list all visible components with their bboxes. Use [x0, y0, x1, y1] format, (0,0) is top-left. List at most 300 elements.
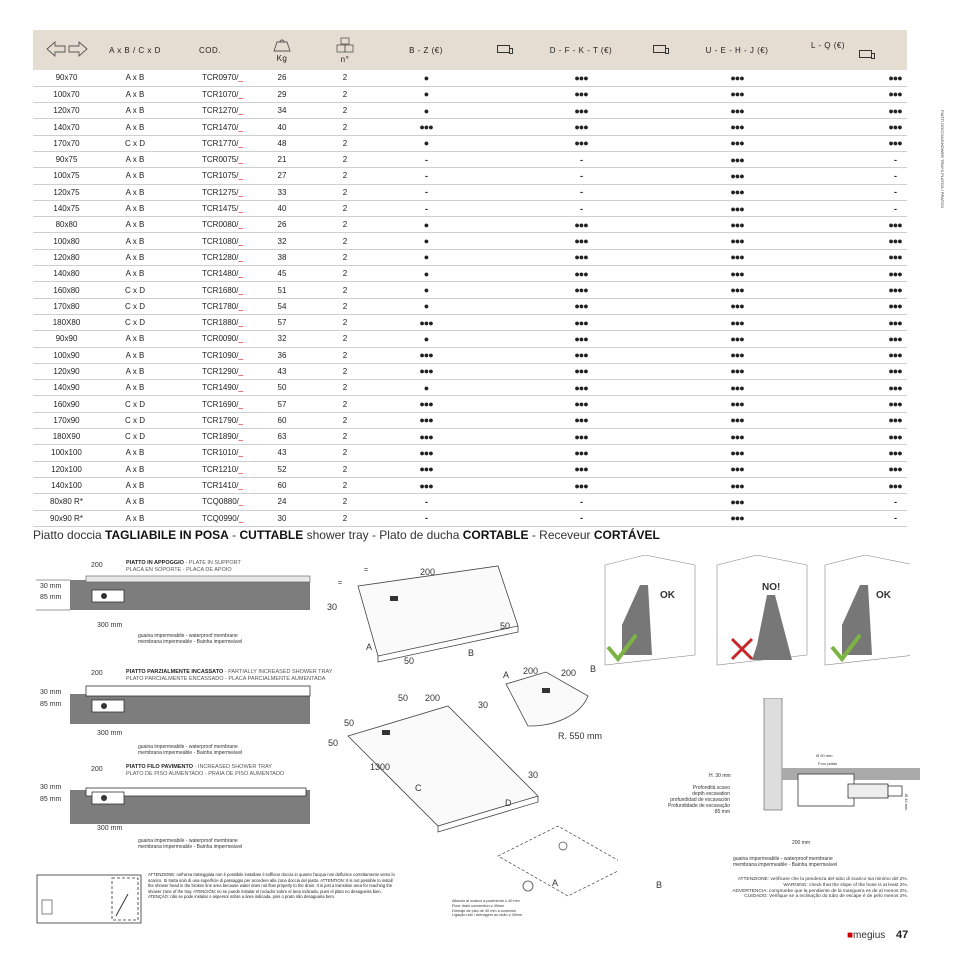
row-bz: ● — [423, 268, 429, 279]
table-row — [33, 298, 907, 314]
drawing-C: C — [415, 783, 422, 793]
detail-foro: Foro piatto — [818, 761, 838, 766]
spacer-cell — [476, 461, 531, 477]
spacer-cell — [476, 331, 531, 347]
row-kg: 24 — [277, 497, 287, 507]
row-dfkt: ●●● — [574, 301, 588, 312]
row-lq: ●●● — [888, 447, 902, 458]
shower-position-illustrations — [600, 555, 910, 670]
header-dfkt: D - F - K - T (€) — [549, 45, 613, 55]
row-n: 2 — [342, 204, 348, 214]
row-dims: C x D — [125, 399, 145, 409]
row-dfkt: ●●● — [574, 399, 588, 410]
row-code: TCR1410/_ — [202, 481, 243, 491]
table-row — [33, 266, 907, 282]
row-lq: ●●● — [888, 350, 902, 361]
table-row — [33, 510, 907, 526]
membrane-label-1: guaina impermeabile - waterproof membrane membrana impermeable - Bainha impermeável — [138, 633, 243, 645]
spacer-cell — [476, 298, 531, 314]
detail-h30: H. 30 mm — [709, 773, 731, 779]
row-dims: A x B — [125, 334, 145, 344]
install-1-caption: PIATTO IN APPOGGIO - PLATE IN SUPPORT PLACA EN SOPORTE - PLACA DE APOIO — [126, 560, 241, 573]
row-code: TCR0970/_ — [202, 73, 243, 83]
row-lq: ●●● — [888, 122, 902, 133]
drawing-eq-2: = — [364, 567, 369, 574]
row-uehj: ●●● — [730, 496, 744, 507]
spacer-cell — [631, 103, 687, 119]
drawing-B-1: B — [468, 648, 475, 658]
drawing-50-d: 50 — [344, 718, 355, 728]
spacer-cell — [631, 298, 687, 314]
row-n: 2 — [342, 383, 348, 393]
spacer-cell — [631, 477, 687, 493]
row-lq: ●●● — [888, 268, 902, 279]
row-kg: 48 — [277, 138, 287, 148]
spacer-cell — [631, 445, 687, 461]
row-dfkt: ●●● — [574, 236, 588, 247]
row-kg: 34 — [277, 106, 287, 116]
drawing-eq-1: = — [338, 580, 343, 587]
row-uehj: ●●● — [730, 415, 744, 426]
row-lq: ●●● — [888, 333, 902, 344]
spacer-cell — [476, 103, 531, 119]
row-code: TCQ0880/_ — [202, 497, 244, 507]
spacer-cell — [476, 168, 531, 184]
spacer-cell — [631, 494, 687, 510]
table-row — [33, 151, 907, 167]
row-uehj: ●●● — [730, 447, 744, 458]
dim-300-b: 300 mm — [97, 730, 123, 737]
spacer-cell — [476, 396, 531, 412]
row-bz: ● — [423, 138, 429, 149]
row-kg: 26 — [277, 73, 287, 83]
spacer-cell — [476, 135, 531, 151]
row-lq: - — [894, 203, 896, 214]
price-table-wrap — [33, 30, 907, 527]
row-dfkt: ●●● — [574, 252, 588, 263]
row-lq: ●●● — [888, 399, 902, 410]
row-kg: 40 — [277, 204, 287, 214]
drawing-200-c: 200 — [561, 668, 577, 678]
table-row — [33, 331, 907, 347]
row-size: 100x100 — [51, 448, 82, 458]
row-bz: ●●● — [419, 350, 433, 361]
row-code: TCR0075/_ — [202, 155, 243, 165]
ok-label-2: OK — [876, 590, 891, 601]
row-size: 90x90 — [55, 334, 78, 344]
row-kg: 43 — [277, 448, 287, 458]
row-uehj: ●●● — [730, 252, 744, 263]
row-n: 2 — [342, 448, 348, 458]
row-n: 2 — [342, 464, 348, 474]
table-row — [33, 217, 907, 233]
row-kg: 40 — [277, 122, 287, 132]
row-dfkt: ●●● — [574, 219, 588, 230]
section-title: Piatto doccia TAGLIABILE IN POSA - CUTTABLE shower tray - Plato de ducha CORTABLE - Receveur CORTÁVEL — [33, 528, 660, 542]
row-uehj: ●●● — [730, 72, 744, 83]
header-dims: A x B / C x D — [109, 45, 161, 55]
truck-icon — [631, 30, 687, 70]
table-row — [33, 477, 907, 493]
spacer-cell — [476, 510, 531, 526]
row-kg: 32 — [277, 334, 287, 344]
illustration-no — [717, 555, 807, 665]
row-kg: 30 — [277, 513, 287, 523]
row-dfkt: ●●● — [574, 464, 588, 475]
drawing-200-d: 200 — [425, 693, 441, 703]
row-uehj: ●●● — [730, 203, 744, 214]
header-lq: L - Q (€) — [811, 40, 845, 50]
row-lq: ●●● — [888, 382, 902, 393]
weight-icon — [273, 38, 291, 52]
row-n: 2 — [342, 399, 348, 409]
dim-200-a: 200 — [91, 562, 103, 569]
spacer-cell — [631, 510, 687, 526]
row-kg: 26 — [277, 220, 287, 230]
spacer-cell — [631, 314, 687, 330]
row-bz: - — [425, 187, 427, 198]
spacer-cell — [476, 86, 531, 102]
spacer-cell — [631, 380, 687, 396]
tray-drawings — [318, 556, 618, 936]
table-row — [33, 103, 907, 119]
table-row — [33, 445, 907, 461]
row-lq: ●●● — [888, 105, 902, 116]
row-bz: ● — [423, 285, 429, 295]
row-size: 160x90 — [53, 399, 80, 409]
table-row — [33, 363, 907, 379]
spacer-cell — [476, 266, 531, 282]
row-bz: ● — [423, 333, 429, 344]
price-table — [33, 30, 907, 527]
spacer-cell — [631, 249, 687, 265]
row-code: TCR1680/_ — [202, 285, 243, 295]
header-count — [314, 30, 376, 70]
row-size: 180X80 — [52, 318, 81, 328]
table-row — [33, 200, 907, 216]
table-row — [33, 314, 907, 330]
row-kg: 45 — [277, 269, 287, 279]
row-code: TCR1890/_ — [202, 432, 243, 442]
dim-300-a: 300 mm — [97, 622, 123, 629]
header-uehj: U - E - H - J (€) — [705, 45, 769, 55]
spacer-cell — [476, 477, 531, 493]
row-dfkt: - — [580, 154, 582, 165]
row-kg: 50 — [277, 383, 287, 393]
row-uehj: ●●● — [730, 317, 744, 328]
spacer-cell — [476, 217, 531, 233]
spacer-cell — [476, 184, 531, 200]
row-dims: A x B — [125, 220, 145, 230]
row-size: 120x80 — [53, 252, 80, 262]
row-kg: 36 — [277, 350, 287, 360]
row-lq: ●●● — [888, 89, 902, 100]
detail-depth: Profondità scavo depth excavation profundidad de excavación Profundidade de escavação 85 mm — [668, 785, 730, 815]
spacer-cell — [476, 494, 531, 510]
spacer-cell — [631, 86, 687, 102]
row-kg: 60 — [277, 415, 287, 425]
install-3-caption: PIATTO FILO PAVIMENTO - INCREASED SHOWER TRAY PLATO DE PISO AUMENTADO - PRAIA DE PISO AUMENTADO — [126, 764, 285, 777]
row-size: 120x100 — [51, 464, 82, 474]
row-code: TCR1280/_ — [202, 252, 243, 262]
row-dims: A x B — [125, 204, 145, 214]
row-kg: 38 — [277, 252, 287, 262]
spacer-cell — [631, 461, 687, 477]
row-n: 2 — [342, 73, 348, 83]
drawing-30-a: 30 — [327, 602, 338, 612]
row-n: 2 — [342, 432, 348, 442]
header-n: n° — [340, 54, 350, 64]
detail-d90: Ø 90 mm — [816, 753, 833, 758]
row-bz: ● — [423, 219, 429, 230]
row-lq: ●●● — [888, 464, 902, 475]
row-n: 2 — [342, 122, 348, 132]
row-n: 2 — [342, 89, 348, 99]
row-uehj: ●●● — [730, 399, 744, 410]
row-dims: A x B — [125, 89, 145, 99]
spacer-cell — [631, 135, 687, 151]
spacer-cell — [631, 70, 687, 86]
row-lq: - — [894, 187, 896, 198]
table-row — [33, 233, 907, 249]
warning-text: ATTENZIONE: nell'area tratteggiata non è possibile installare il soffione doccia in quanto l'acqua non defluisce correttamente verso lo scarico. Si tratta solo di una superficie di passaggio per accedere alla zona doccia del piatto. ATTENTION: It is not possible to install the shower head in the broken line area because water does not flow properly to the drain. It is just a transition area for reaching the shower zone of the tray. ATENCIÓN: no se puede instalar el rociador sobre el área indicada, pues el plato no desagueira bien. ATENÇÃO: não se pode instalar o aspersor sobre a área indicada, pois o prato não desaguaria bem. — [148, 872, 395, 900]
row-code: TCR1090/_ — [202, 350, 243, 360]
no-label: NO! — [762, 582, 781, 593]
row-code: TCR1210/_ — [202, 464, 243, 474]
header-bz: B - Z (€) — [409, 45, 443, 55]
row-n: 2 — [342, 318, 348, 328]
row-dims: C x D — [125, 138, 145, 148]
row-size: 100x90 — [53, 350, 80, 360]
row-bz: - — [425, 513, 427, 524]
scarico-note: Allaccio al scarico a pavimento ≥ 40 mm Floor drain connection ≥ 40mm Drenaje de piso de 40 mm a conexión Ligação ralo / drenagem ao chão ≥ 40mm — [452, 899, 523, 918]
row-kg: 29 — [277, 89, 287, 99]
row-bz: ●●● — [419, 431, 433, 442]
row-code: TCR1075/_ — [202, 171, 243, 181]
spacer-cell — [631, 233, 687, 249]
row-uehj: ●●● — [730, 170, 744, 181]
spacer-cell — [631, 217, 687, 233]
row-dims: A x B — [125, 171, 145, 181]
row-size: 160x80 — [53, 285, 80, 295]
row-size: 80x80 — [55, 220, 78, 230]
table-row — [33, 282, 907, 298]
row-dfkt: ●●● — [574, 317, 588, 328]
row-kg: 32 — [277, 236, 287, 246]
page-number: 47 — [896, 929, 909, 941]
row-code: TCQ0990/_ — [202, 513, 244, 523]
drawing-B-2: B — [590, 664, 597, 674]
truck-icon — [476, 30, 531, 70]
arrows-icon — [33, 30, 100, 70]
install-2-caption: PIATTO PARZIALMENTE INCASSATO - PARTIALLY INCREASED SHOWER TRAY PLATO PARCIALMENTE ENCASSADO - PLACA PARCIALMENTE AUMENTADA — [126, 669, 333, 682]
spacer-cell — [631, 331, 687, 347]
spacer-cell — [631, 282, 687, 298]
row-dims: A x B — [125, 448, 145, 458]
row-n: 2 — [342, 301, 348, 311]
row-uehj: ●●● — [730, 122, 744, 133]
drawing-D: D — [505, 798, 512, 808]
row-lq: ●●● — [888, 431, 902, 442]
row-dims: C x D — [125, 318, 145, 328]
row-bz: ●●● — [419, 464, 433, 475]
row-kg: 21 — [277, 155, 287, 165]
spacer-cell — [476, 151, 531, 167]
row-size: 170x90 — [53, 415, 80, 425]
dim-85-a: 85 mm — [40, 594, 62, 601]
spacer-cell — [476, 70, 531, 86]
row-bz: ●●● — [419, 317, 433, 328]
row-uehj: ●●● — [730, 89, 744, 100]
row-size: 140x80 — [53, 269, 80, 279]
row-size: 90x70 — [55, 73, 78, 83]
row-uehj: ●●● — [730, 350, 744, 361]
row-uehj: ●●● — [730, 333, 744, 344]
row-kg: 52 — [277, 464, 287, 474]
boxes-icon — [336, 37, 354, 53]
row-n: 2 — [342, 220, 348, 230]
row-dims: A x B — [125, 187, 145, 197]
table-row — [33, 396, 907, 412]
row-uehj: ●●● — [730, 464, 744, 475]
table-row — [33, 70, 907, 86]
drawing-50-a: 50 — [500, 621, 511, 631]
row-uehj: ●●● — [730, 154, 744, 165]
row-code: TCR1490/_ — [202, 383, 243, 393]
install-diagram-2 — [70, 686, 310, 724]
table-row — [33, 429, 907, 445]
row-n: 2 — [342, 513, 348, 523]
rect-tray-drawing — [358, 566, 518, 662]
row-lq: ●●● — [888, 415, 902, 426]
membrane-label-2: guaina impermeabile - waterproof membrane membrana impermeable - Bainha impermeável — [138, 744, 243, 756]
row-bz: - — [425, 203, 427, 214]
spacer-cell — [476, 200, 531, 216]
row-size: 140x70 — [53, 122, 80, 132]
spacer-cell — [476, 249, 531, 265]
table-row — [33, 380, 907, 396]
row-kg: 60 — [277, 481, 287, 491]
row-dfkt: ●●● — [574, 350, 588, 361]
row-kg: 33 — [277, 187, 287, 197]
spacer-cell — [631, 151, 687, 167]
row-uehj: ●●● — [730, 236, 744, 247]
row-dims: A x B — [125, 366, 145, 376]
drawing-30-c: 30 — [528, 770, 539, 780]
header-code: COD. — [199, 45, 221, 55]
row-dims: C x D — [125, 301, 145, 311]
row-code: TCR1010/_ — [202, 448, 243, 458]
row-bz: ● — [423, 382, 429, 393]
row-uehj: ●●● — [730, 138, 744, 149]
row-bz: ● — [423, 105, 429, 116]
row-kg: 54 — [277, 301, 287, 311]
row-dims: C x D — [125, 415, 145, 425]
row-dims: A x B — [125, 383, 145, 393]
row-uehj: ●●● — [730, 268, 744, 279]
drawing-50-c: 50 — [398, 693, 409, 703]
table-row — [33, 461, 907, 477]
row-dfkt: ●●● — [574, 122, 588, 133]
row-dfkt: ●●● — [574, 415, 588, 426]
spacer-cell — [631, 266, 687, 282]
header-weight — [250, 30, 314, 70]
detail-attention: ATTENZIONE: verificare che la pendenza del tubo di scarico sia minimo del 2%. WARNING: check that the slope of the hose is at least 2%. ADVERTENCIA: compruebe que la pendiente de la manguera es de al menos 2%. CUIDADO: Verifique se a inclinação do tubo de escape é de pelo menos 2%. — [732, 877, 908, 900]
row-uehj: ●●● — [730, 382, 744, 393]
dim-200-c: 200 — [91, 766, 103, 773]
row-dfkt: - — [580, 513, 582, 524]
drawing-50-e: 50 — [328, 738, 339, 748]
row-lq: - — [894, 496, 896, 507]
spacer-cell — [631, 363, 687, 379]
row-n: 2 — [342, 497, 348, 507]
row-n: 2 — [342, 155, 348, 165]
row-n: 2 — [342, 334, 348, 344]
spacer-cell — [631, 200, 687, 216]
radius-label: R. 550 mm — [558, 731, 603, 741]
spacer-cell — [476, 314, 531, 330]
row-n: 2 — [342, 481, 348, 491]
row-kg: 57 — [277, 399, 287, 409]
row-dfkt: ●●● — [574, 285, 588, 295]
quarter-tray-drawing — [506, 672, 588, 726]
row-n: 2 — [342, 187, 348, 197]
row-bz: ●●● — [419, 399, 433, 410]
row-lq: ●●● — [888, 236, 902, 247]
row-size: 170x70 — [53, 138, 80, 148]
row-code: TCR0080/_ — [202, 220, 243, 230]
dim-300-c: 300 mm — [97, 825, 123, 832]
drawing-A-3: A — [552, 878, 559, 888]
row-dims: A x B — [125, 464, 145, 474]
row-kg: 51 — [277, 285, 287, 295]
row-code: TCR0090/_ — [202, 334, 243, 344]
row-uehj: ●●● — [730, 366, 744, 377]
spacer-cell — [631, 119, 687, 135]
spacer-cell — [476, 363, 531, 379]
drain-detail-drawing — [738, 698, 920, 848]
row-bz: ● — [423, 89, 429, 100]
table-row — [33, 347, 907, 363]
install-diagram-3 — [70, 788, 310, 824]
row-dims: A x B — [125, 106, 145, 116]
row-dfkt: ●●● — [574, 105, 588, 116]
drawing-200-b: 200 — [523, 666, 539, 676]
row-size: 180X90 — [52, 432, 81, 442]
side-label: PIATTI DOCCIA/SHOWER TRAYS PLATOS / PRATOS — [940, 110, 945, 208]
dim-200-b: 200 — [91, 670, 103, 677]
row-code: TCR1070/_ — [202, 89, 243, 99]
row-code: TCR1480/_ — [202, 269, 243, 279]
drawing-50-b: 50 — [404, 656, 415, 666]
row-code: TCR1780/_ — [202, 301, 243, 311]
row-dfkt: - — [580, 187, 582, 198]
row-dfkt: ●●● — [574, 72, 588, 83]
table-row — [33, 249, 907, 265]
row-size: 100x70 — [53, 89, 80, 99]
brand-logo: ■megius — [847, 930, 886, 941]
row-code: TCR1275/_ — [202, 187, 243, 197]
table-row — [33, 184, 907, 200]
row-code: TCR1475/_ — [202, 204, 243, 214]
warning-plan-diagram — [36, 874, 142, 924]
row-bz: ●●● — [419, 366, 433, 377]
detail-membrane: guaina impermeabile - waterproof membrane membrana impermeable - Bainha impermeável — [733, 856, 838, 868]
row-lq: ●●● — [888, 138, 902, 149]
row-lq: ●●● — [888, 301, 902, 312]
row-dfkt: ●●● — [574, 480, 588, 491]
row-dims: A x B — [125, 481, 145, 491]
